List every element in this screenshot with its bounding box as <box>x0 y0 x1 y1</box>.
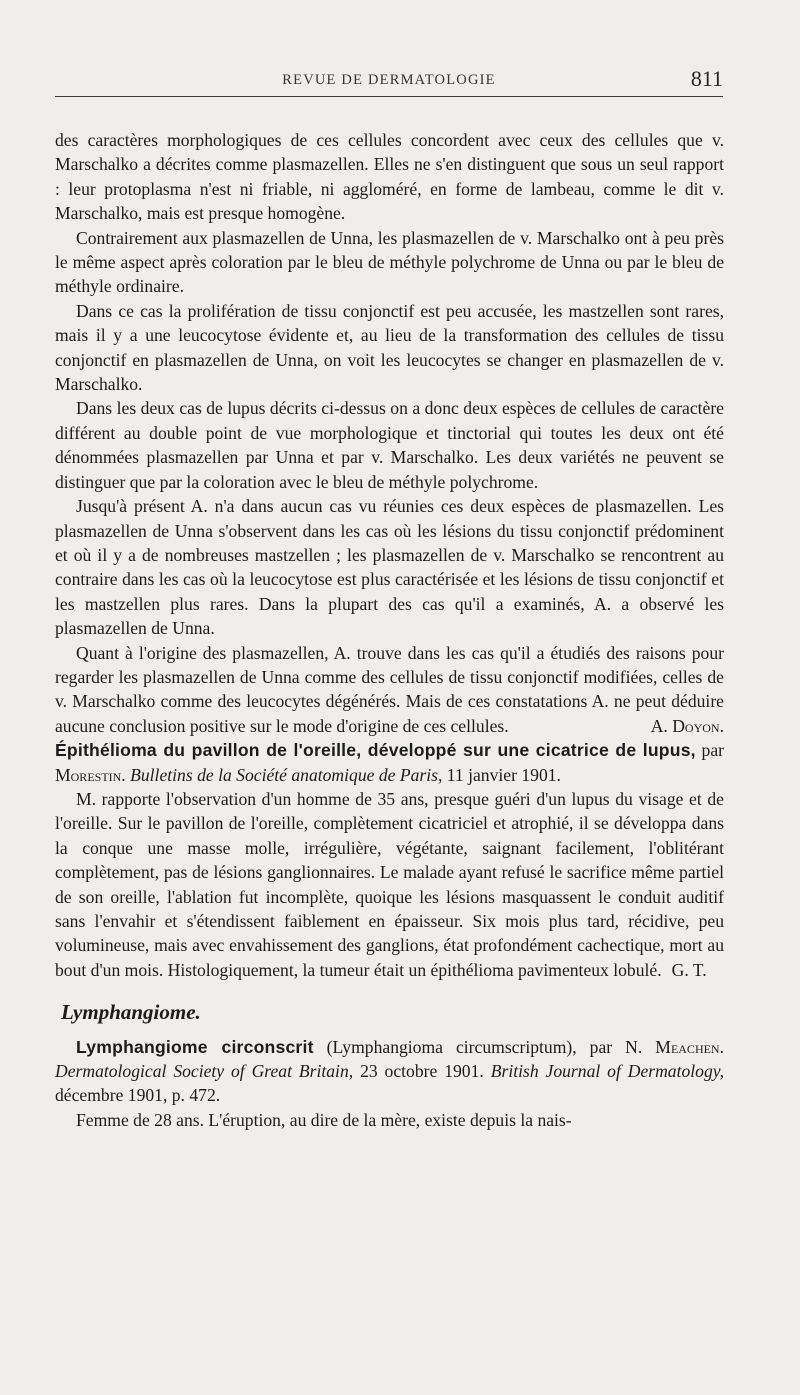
article-date: 23 octobre 1901. <box>360 1061 484 1082</box>
paragraph-text: Quant à l'origine des plasmazellen, A. trouve dans les cas qu'il a étudiés des raisons pour regarder les plasmazellen de Unna comme des cellules de tissu conjonctif modifiées, celles de v. Marschalko comme des leucocytes dégénérés. Mais de ces constatations A. ne peut déduire aucune conclusion positive sur le mode d'origine de ces cellules. <box>55 642 724 736</box>
article-entry <box>55 1035 724 1108</box>
page-number: 811 <box>690 66 723 91</box>
paragraph-text: M. rapporte l'observation d'un homme de 35 ans, presque guéri d'un lupus du visage et de l'oreille. Sur le pavillon de l'oreille, complètement cicatriciel et atrophié, il se développa dans la conque une masse molle, irrégulière, végétante, saignant facilement, l'oblitérant complètement, pas de lésions ganglionnaires. Le malade ayant refusé le sacrifice même partiel de son oreille, l'ablation fut incomplète, quoique les lésions masquassent le conduit auditif sans l'envahir et s'étendissent faiblement en épaisseur. Six mois plus tard, récidive, peu volumineuse, mais avec envahissement des ganglions, état profondément cachectique, mort au bout d'un mois. Histologiquement, la tumeur était un épithélioma pavimenteux lobulé. <box>55 788 724 980</box>
paragraph: Femme de 28 ans. L'éruption, au dire de la mère, existe depuis la nais- <box>76 1109 572 1130</box>
author-signature: G. T. <box>671 959 707 980</box>
article-date: 11 janvier 1901. <box>446 764 561 785</box>
article-source: Bulletins de la Société anatomique de Paris, <box>130 764 443 785</box>
paragraph: des caractères morphologiques de ces cellules concordent avec ceux des cellules que v. Marschalko a décrites comme plasmazellen. Elles ne s'en distinguent que sous un seul rapport : leur protoplasma n'est ni friable, ni aggloméré, en forme de lambeau, comme le dit v. Marschalko, mais est presque homogène. <box>55 130 724 224</box>
page-header <box>55 66 723 97</box>
article-entry <box>55 738 724 787</box>
paragraph <box>55 641 724 739</box>
article-source: Dermatological Society of Great Britain, <box>55 1061 354 1082</box>
article-title: Lymphangiome circonscrit <box>76 1036 314 1057</box>
paragraph: Dans les deux cas de lupus décrits ci-dessus on a donc deux espèces de cellules de caractère différent au double point de vue morphologique et tinctorial qui toutes les deux ont été dénommées plasmazellen par Unna et par v. Marschalko. Les deux variétés ne peuvent se distinguer que par la coloration avec le bleu de méthyle polychrome. <box>55 398 724 492</box>
article-date: décembre 1901, p. 472. <box>55 1085 221 1106</box>
paragraph: Jusqu'à présent A. n'a dans aucun cas vu réunies ces deux espèces de plasmazellen. Les plasmazellen de Unna s'observent dans les cas où les lésions du tissu conjonctif prédominent et où il y a de nombreuses mastzellen ; les plasmazellen de v. Marschalko se rencontrent au contraire dans les cas où la leucocytose est plus caractérisée et les lésions de tissu conjonctif et les mastzellen plus rares. Dans la plupart des cas qu'il a examinés, A. a observé les plasmazellen de Unna. <box>55 496 724 639</box>
article-source: British Journal of Dermatology, <box>490 1061 725 1082</box>
running-title: REVUE DE DERMATOLOGIE <box>282 72 496 88</box>
paragraph: Dans ce cas la prolifération de tissu conjonctif est peu accusée, les mastzellen sont rares, mais il y a une leucocytose évidente et, au lieu de la transformation des cellules de tissu conjonctif en plasmazellen de Unna, on voit les leucocytes se changer en plasmazellen de v. Marschalko. <box>55 300 724 395</box>
section-heading: Lymphangiome. <box>61 1000 201 1025</box>
article-author: N. Meachen. <box>625 1036 724 1057</box>
article-author: Morestin. <box>55 764 126 785</box>
paragraph <box>55 787 724 982</box>
body-text <box>55 128 724 1132</box>
article-latin-title: (Lymphangioma circumscriptum), par <box>326 1036 613 1057</box>
author-signature: A. Doyon. <box>650 715 724 736</box>
article-title: Épithélioma du pavillon de l'oreille, développé sur une cicatrice de lupus, <box>55 740 696 761</box>
by-word: par <box>701 740 724 761</box>
paragraph: Contrairement aux plasmazellen de Unna, les plasmazellen de v. Marschalko ont à peu près le même aspect après coloration par le bleu de méthyle polychrome de Unna ou par le bleu de méthyle ordinaire. <box>55 227 724 297</box>
